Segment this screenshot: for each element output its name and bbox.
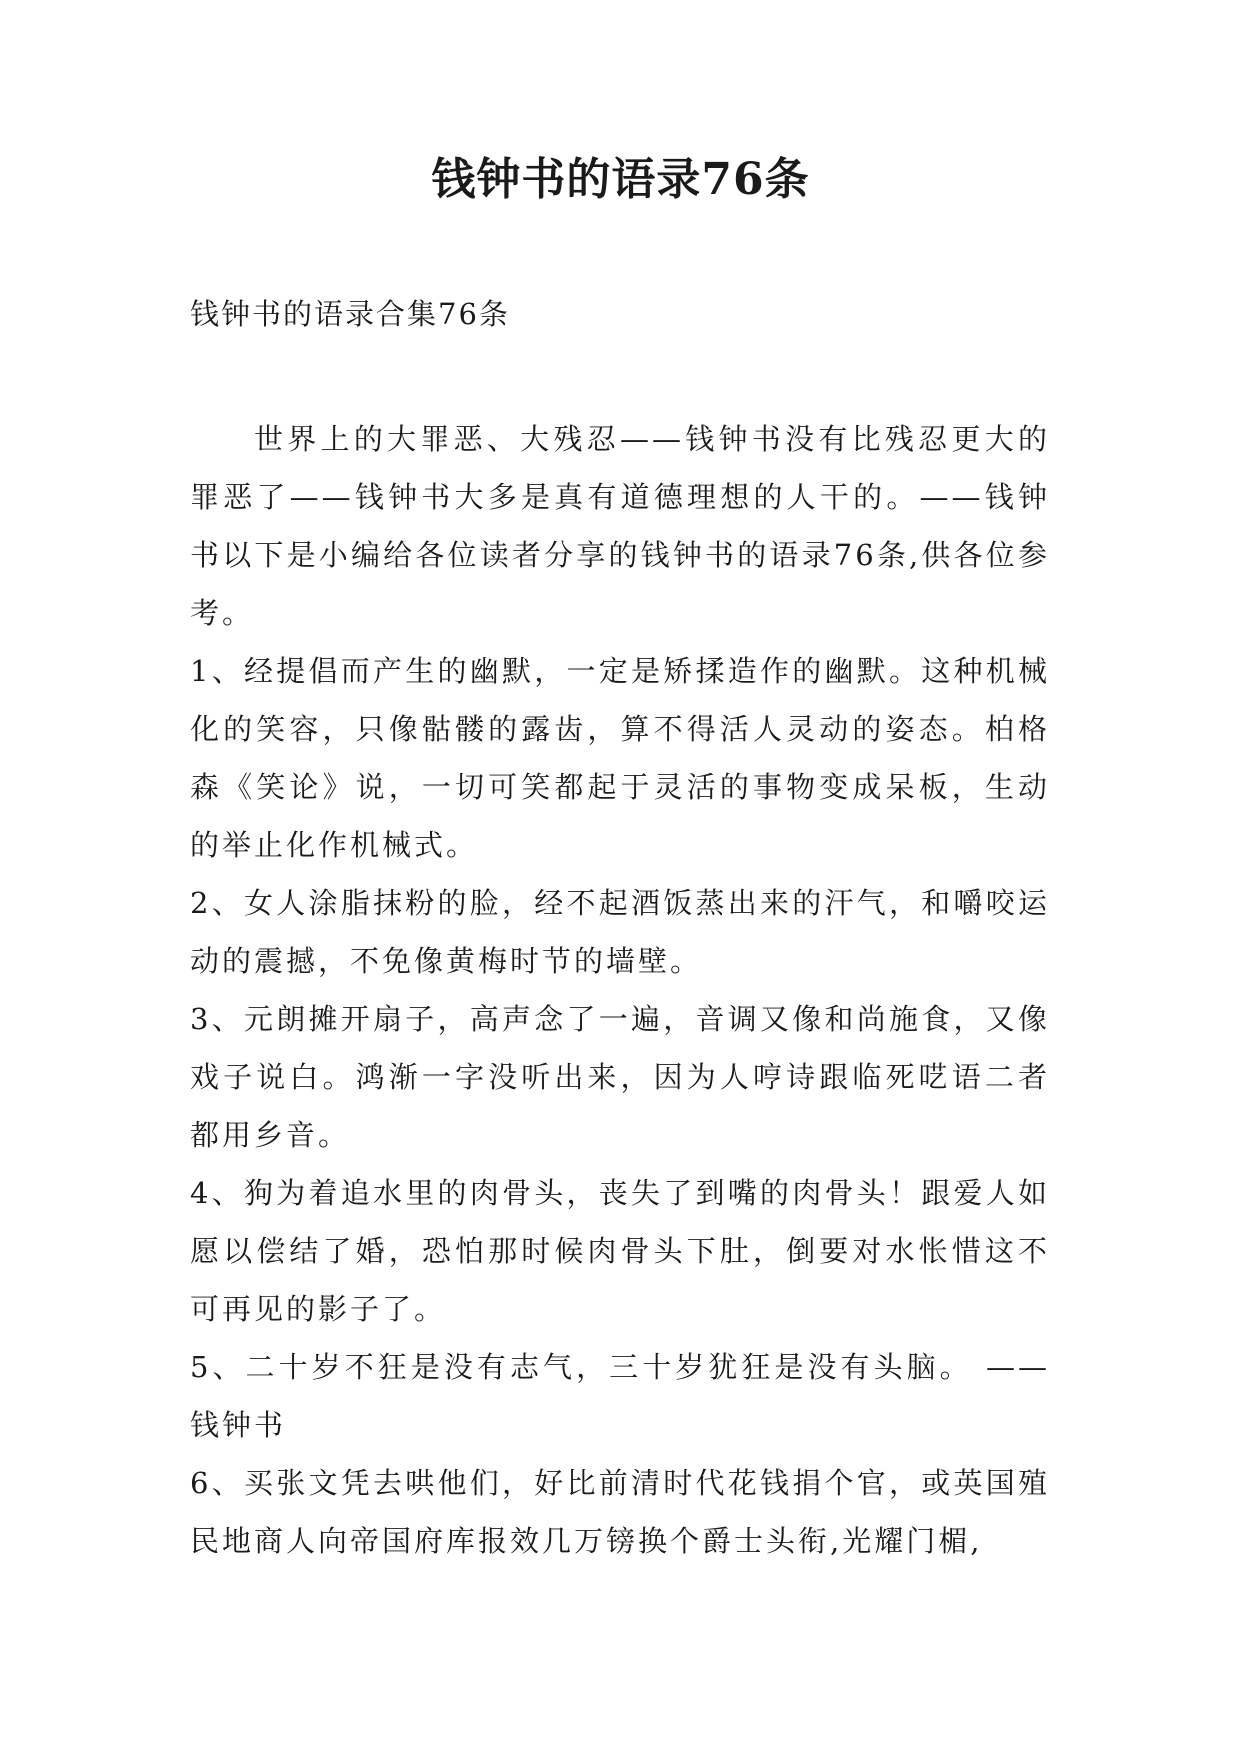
quote-paragraph: 3、元朗摊开扇子，高声念了一遍，音调又像和尚施食，又像戏子说白。鸿渐一字没听出来，因为人哼诗跟临死呓语二者都用乡音。 (190, 1002, 1050, 1152)
intro-paragraph: 世界上的大罪恶、大残忍——钱钟书没有比残忍更大的罪恶了——钱钟书大多是真有道德理想的人干的。——钱钟书以下是小编给各位读者分享的钱钟书的语录76条,供各位参考。 (190, 422, 1050, 630)
quote-paragraph: 5、二十岁不狂是没有志气，三十岁犹狂是没有头脑。 ——钱钟书 (190, 1350, 1050, 1442)
quote-paragraph: 2、女人涂脂抹粉的脸，经不起酒饭蒸出来的汗气，和嚼咬运动的震撼，不免像黄梅时节的墙壁。 (190, 886, 1050, 978)
document-subtitle: 钱钟书的语录合集76条 (190, 297, 510, 331)
document-body (190, 410, 1050, 1570)
quote-paragraph: 6、买张文凭去哄他们，好比前清时代花钱捐个官，或英国殖民地商人向帝国府库报效几万镑换个爵士头衔,光耀门楣, (190, 1466, 1050, 1558)
quote-paragraph: 1、经提倡而产生的幽默，一定是矫揉造作的幽默。这种机械化的笑容，只像骷髅的露齿，算不得活人灵动的姿态。柏格森《笑论》说，一切可笑都起于灵活的事物变成呆板，生动的举止化作机械式。 (190, 654, 1050, 862)
document-title: 钱钟书的语录76条 (431, 154, 810, 205)
quote-paragraph: 4、狗为着追水里的肉骨头，丧失了到嘴的肉骨头！跟爱人如愿以偿结了婚，恐怕那时候肉骨头下肚，倒要对水怅惜这不可再见的影子了。 (190, 1176, 1050, 1326)
